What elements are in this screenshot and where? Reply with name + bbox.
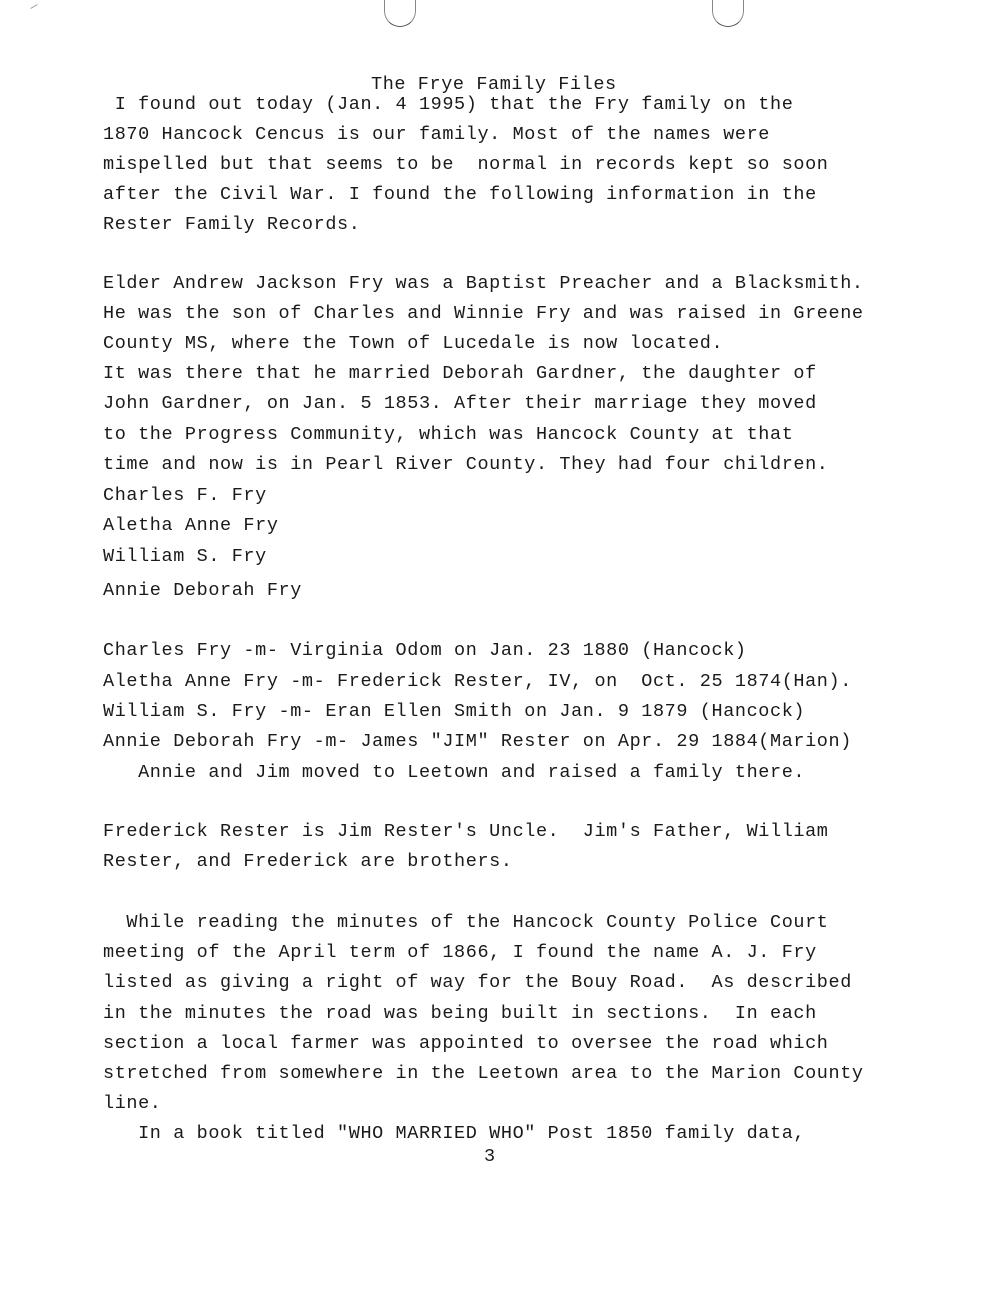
child-name: Charles F. Fry bbox=[103, 485, 267, 506]
marriage-record: William S. Fry -m- Eran Ellen Smith on Jan. 9 1879 (Hancock) bbox=[103, 701, 806, 722]
marriage-record: Charles Fry -m- Virginia Odom on Jan. 23 1880 (Hancock) bbox=[103, 640, 747, 661]
paragraph-line: While reading the minutes of the Hancock County Police Court bbox=[103, 912, 829, 933]
scan-mark bbox=[30, 4, 37, 9]
child-name: William S. Fry bbox=[103, 546, 267, 567]
paragraph-line: mispelled but that seems to be normal in records kept so soon bbox=[103, 154, 829, 175]
paragraph-line: stretched from somewhere in the Leetown area to the Marion County bbox=[103, 1063, 864, 1084]
marriage-record: Annie Deborah Fry -m- James "JIM" Rester on Apr. 29 1884(Marion) bbox=[103, 731, 852, 752]
page-number: 3 bbox=[484, 1146, 496, 1167]
paragraph-line: meeting of the April term of 1866, I found the name A. J. Fry bbox=[103, 942, 817, 963]
paragraph-line: 1870 Hancock Cencus is our family. Most of the names were bbox=[103, 124, 771, 145]
paragraph-line: In a book titled "WHO MARRIED WHO" Post 1850 family data, bbox=[103, 1123, 806, 1144]
marriage-note: Annie and Jim moved to Leetown and raised a family there. bbox=[103, 762, 806, 783]
punch-hole bbox=[712, 0, 744, 27]
punch-hole bbox=[384, 0, 416, 27]
paragraph-line: John Gardner, on Jan. 5 1853. After their marriage they moved bbox=[103, 393, 817, 414]
paragraph-line: after the Civil War. I found the following information in the bbox=[103, 184, 817, 205]
paragraph-line: Rester, and Frederick are brothers. bbox=[103, 851, 513, 872]
marriage-record: Aletha Anne Fry -m- Frederick Rester, IV, on Oct. 25 1874(Han). bbox=[103, 671, 852, 692]
child-name: Aletha Anne Fry bbox=[103, 515, 279, 536]
paragraph-line: in the minutes the road was being built in sections. In each bbox=[103, 1003, 817, 1024]
paragraph-line: I found out today (Jan. 4 1995) that the Fry family on the bbox=[103, 94, 794, 115]
paragraph-line: It was there that he married Deborah Gardner, the daughter of bbox=[103, 363, 817, 384]
paragraph-line: to the Progress Community, which was Hancock County at that bbox=[103, 424, 794, 445]
paragraph-line: line. bbox=[103, 1093, 162, 1114]
paragraph-line: Rester Family Records. bbox=[103, 214, 361, 235]
paragraph-line: listed as giving a right of way for the Bouy Road. As described bbox=[103, 972, 852, 993]
paragraph-line: section a local farmer was appointed to oversee the road which bbox=[103, 1033, 829, 1054]
page-title: The Frye Family Files bbox=[371, 74, 617, 95]
paragraph-line: Elder Andrew Jackson Fry was a Baptist Preacher and a Blacksmith. bbox=[103, 273, 864, 294]
paragraph-line: Frederick Rester is Jim Rester's Uncle. Jim's Father, William bbox=[103, 821, 829, 842]
paragraph-line: County MS, where the Town of Lucedale is now located. bbox=[103, 333, 724, 354]
child-name: Annie Deborah Fry bbox=[103, 580, 302, 601]
paragraph-line: He was the son of Charles and Winnie Fry and was raised in Greene bbox=[103, 303, 864, 324]
paragraph-line: time and now is in Pearl River County. They had four children. bbox=[103, 454, 829, 475]
